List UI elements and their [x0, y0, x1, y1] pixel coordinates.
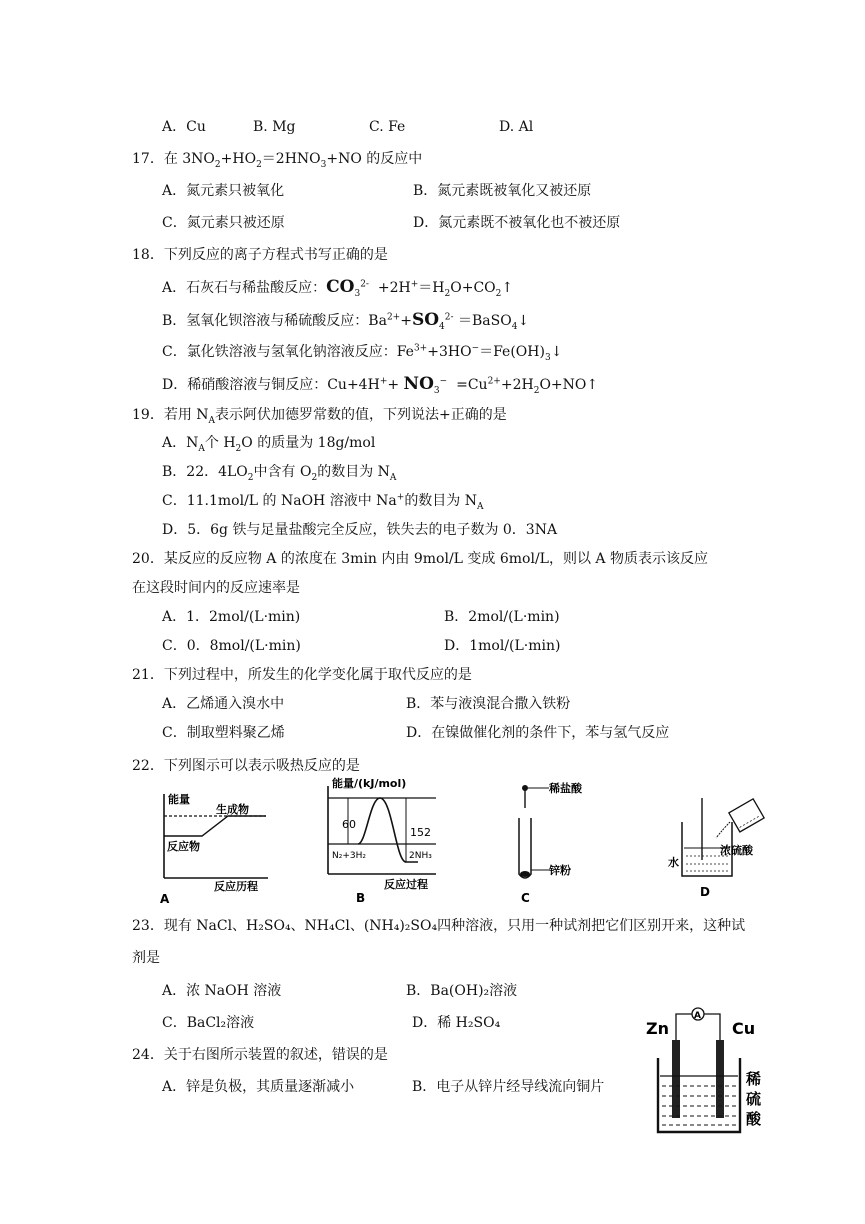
q19-option-c: C．11.1mol/L 的 NaOH 溶液中 Na+的数目为 $N_A$ — [162, 492, 484, 512]
q21-option-d: D．在镍做催化剂的条件下，苯与氢气反应 — [406, 725, 670, 741]
fig-a-tag: A — [160, 892, 170, 906]
fig-a-xlabel: 反应历程 — [214, 880, 258, 893]
q17-option-d: D．氮元素既不被氧化也不被还原 — [413, 215, 621, 231]
q17-stem: 17．在 $3NO_2+HO_2=2HNO_3+NO$ 的反应中 — [132, 151, 423, 170]
fig-b-products: 2NH₃ — [409, 851, 432, 861]
fig-c-powder: 锌粉 — [549, 864, 571, 877]
q24-figure-cell — [640, 1004, 770, 1140]
q22-figure-a — [150, 786, 275, 906]
q21-option-c: C．制取塑料聚乙烯 — [162, 725, 285, 741]
q18-option-d: D．稀硝酸溶液与铜反应：$Cu+4H^++ NO_3^-$ $=Cu^{2+}+2H_2O+NO↑$ — [162, 374, 599, 396]
q17-option-a: A．氮元素只被氧化 — [162, 183, 285, 199]
q16-option-c: C. Fe — [369, 119, 406, 135]
q21-option-a: A．乙烯通入溴水中 — [162, 696, 285, 712]
fig-b-ylabel: 能量/(kJ/mol) — [332, 777, 407, 790]
q16-option-b: B. Mg — [253, 119, 296, 135]
fig-cell-zn: Zn — [646, 1019, 669, 1038]
q22-figure-b — [318, 776, 453, 904]
q23-option-a: A．浓 NaOH 溶液 — [162, 983, 282, 999]
q20-option-a: A．1．2mol/(L·min) — [162, 609, 301, 625]
q23-stem-line2: 剂是 — [132, 950, 160, 966]
q24-option-a: A．锌是负极，其质量逐渐减小 — [162, 1079, 355, 1095]
q16-option-a: A．Cu — [162, 119, 206, 135]
q17-option-c: C．氮元素只被还原 — [162, 215, 285, 231]
fig-d-water: 水 — [668, 856, 679, 869]
fig-a-ylabel: 能量 — [168, 793, 190, 806]
fig-b-v2: 152 — [410, 826, 431, 839]
fig-cell-acid-2: 硫 — [746, 1090, 762, 1108]
q20-option-d: D．1mol/(L·min) — [444, 638, 561, 654]
q23-option-c: C．BaCl₂溶液 — [162, 1015, 255, 1031]
q20-option-c: C．0．8mol/(L·min) — [162, 638, 301, 654]
q18-option-a: A．石灰石与稀盐酸反应：$CO_3^{2-}$ $+2H^+=H_2O+CO_2↑$ — [162, 277, 514, 299]
q20-stem-line2: 在这段时间内的反应速率是 — [132, 580, 300, 596]
q19-option-d: D．5．6g 铁与足量盐酸完全反应，铁失去的电子数为 0．3NA — [162, 522, 558, 538]
q21-stem: 21．下列过程中，所发生的化学变化属于取代反应的是 — [132, 667, 472, 683]
fig-a-products: 生成物 — [216, 803, 249, 816]
fig-b-v1: 60 — [342, 818, 356, 831]
q22-figure-c — [505, 778, 605, 906]
fig-d-acid: 浓硫酸 — [720, 844, 753, 857]
q19-option-b: B．22．$4LO_2$中含有 $O_2$的数目为 $N_A$ — [162, 464, 397, 483]
q23-option-b: B．Ba(OH)₂溶液 — [406, 983, 518, 999]
fig-b-xlabel: 反应过程 — [384, 878, 428, 891]
fig-c-tag: C — [521, 891, 530, 905]
q20-stem-line1: 20．某反应的反应物 A 的浓度在 3min 内由 9mol/L 变成 6mol/L，则以 A 物质表示该反应 — [132, 551, 708, 567]
q17-option-b: B．氮元素既被氧化又被还原 — [413, 183, 592, 199]
fig-c-acid: 稀盐酸 — [549, 782, 582, 795]
q23-stem-line1: 23．现有 NaCl、H₂SO₄、NH₄Cl、(NH₄)₂SO₄四种溶液，只用一种试剂把它们区别开来，这种试 — [132, 918, 746, 934]
q24-stem: 24．关于右图所示装置的叙述，错误的是 — [132, 1047, 388, 1063]
fig-cell-acid-3: 酸 — [746, 1110, 762, 1128]
fig-cell-acid-1: 稀 — [746, 1070, 762, 1088]
fig-cell-meter: A — [694, 1011, 701, 1021]
q23-option-d: D．稀 H₂SO₄ — [412, 1015, 501, 1031]
q18-option-b: B．氢氧化钡溶液与稀硫酸反应：$Ba^{2+}+SO_4^{2-}$ ＝BaSO$_4$↓ — [162, 310, 530, 332]
q19-option-a: A．$N_A$个 $H_2O$ 的质量为 18g/mol — [162, 435, 376, 454]
q18-stem: 18．下列反应的离子方程式书写正确的是 — [132, 247, 388, 263]
q24-option-b: B．电子从锌片经导线流向铜片 — [412, 1079, 605, 1095]
fig-a-reactants: 反应物 — [167, 840, 200, 853]
q22-stem: 22．下列图示可以表示吸热反应的是 — [132, 758, 360, 774]
q19-stem: 19．若用 $N_A$表示阿伏加德罗常数的值，下列说法+正确的是 — [132, 407, 507, 426]
q21-option-b: B．苯与液溴混合撒入铁粉 — [406, 696, 571, 712]
q16-option-d: D. Al — [499, 119, 534, 135]
q20-option-b: B．2mol/(L·min) — [444, 609, 560, 625]
fig-b-tag: B — [356, 891, 366, 904]
q18-option-c: C．氯化铁溶液与氢氧化钠溶液反应：$Fe^{3+}+3HO^-=Fe(OH)_3↓$ — [162, 343, 563, 363]
fig-cell-cu: Cu — [732, 1019, 756, 1038]
fig-d-tag: D — [700, 885, 710, 899]
q22-figure-d — [668, 792, 770, 906]
fig-b-reactants: N₂+3H₂ — [332, 851, 366, 861]
